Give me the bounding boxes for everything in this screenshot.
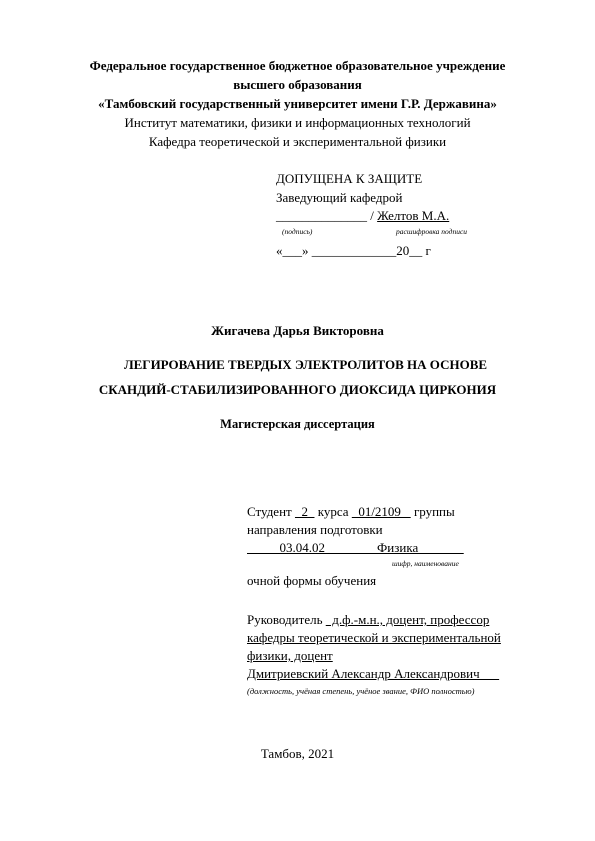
signature-blank: ______________ — [276, 208, 367, 223]
date-open-quote: « — [276, 243, 283, 258]
supervisor-caption: (должность, учёная степень, учёное звание, ФИО полностью) — [247, 686, 475, 696]
direction-code: 03.04.02 — [247, 540, 377, 555]
group-value: 01/2109 — [351, 504, 411, 519]
header-line-1: Федеральное государственное бюджетное образовательное учреждение — [89, 58, 506, 73]
supervisor-degree: д.ф.-м.н., доцент, профессор — [325, 612, 490, 627]
date-year-prefix: 20 — [396, 243, 410, 258]
course-label: курса — [317, 504, 349, 519]
head-name: Желтов М.А. — [377, 208, 450, 223]
date-month-blank: _____________ — [311, 243, 397, 258]
student-label: Студент — [247, 504, 292, 519]
direction-specialty: Физика — [377, 540, 464, 555]
supervisor-line-3: физики, доцент — [247, 648, 333, 663]
approval-title: ДОПУЩЕНА К ЗАЩИТЕ — [276, 171, 423, 186]
caption-signature: (подпись) — [282, 227, 313, 236]
thesis-title-line-2: СКАНДИЙ-СТАБИЛИЗИРОВАННОГО ДИОКСИДА ЦИРКОНИЯ — [98, 382, 497, 397]
course-value: 2 — [294, 504, 315, 519]
approval-date-line — [276, 243, 431, 259]
header-line-2: высшего образования — [233, 77, 362, 92]
direction-label: направления подготовки — [247, 522, 383, 537]
work-type: Магистерская диссертация — [220, 417, 375, 431]
supervisor-label: Руководитель — [247, 612, 323, 627]
direction-line — [247, 540, 464, 556]
header-line-3: «Тамбовский государственный университет имени Г.Р. Державина» — [98, 96, 497, 111]
study-form: очной формы обучения — [247, 573, 377, 588]
supervisor-line-2: кафедры теоретической и экспериментальной — [247, 630, 501, 645]
thesis-title-line-1: ЛЕГИРОВАНИЕ ТВЕРДЫХ ЭЛЕКТРОЛИТОВ НА ОСНОВЕ — [123, 357, 488, 372]
header-line-5: Кафедра теоретической и экспериментальной физики — [148, 134, 447, 149]
city-year: Тамбов, 2021 — [260, 746, 335, 761]
group-label: группы — [413, 504, 455, 519]
student-line — [247, 504, 455, 520]
supervisor-line-1 — [247, 612, 489, 628]
signature-slash: / — [370, 208, 374, 223]
date-close-quote: » — [302, 243, 309, 258]
header-line-4: Институт математики, физики и информационных технологий — [124, 115, 471, 130]
approval-position: Заведующий кафедрой — [276, 190, 403, 205]
date-day-blank: ___ — [282, 243, 302, 258]
author-name: Жигачева Дарья Викторовна — [211, 323, 384, 338]
approval-signature-line — [276, 208, 449, 224]
date-suffix: г — [422, 243, 431, 258]
date-year-blank: __ — [409, 243, 423, 258]
caption-decode: расшифровка подписи — [396, 227, 468, 236]
direction-caption: шифр, наименование — [392, 559, 459, 568]
supervisor-line-4: Дмитриевский Александр Александрович — [247, 666, 500, 681]
